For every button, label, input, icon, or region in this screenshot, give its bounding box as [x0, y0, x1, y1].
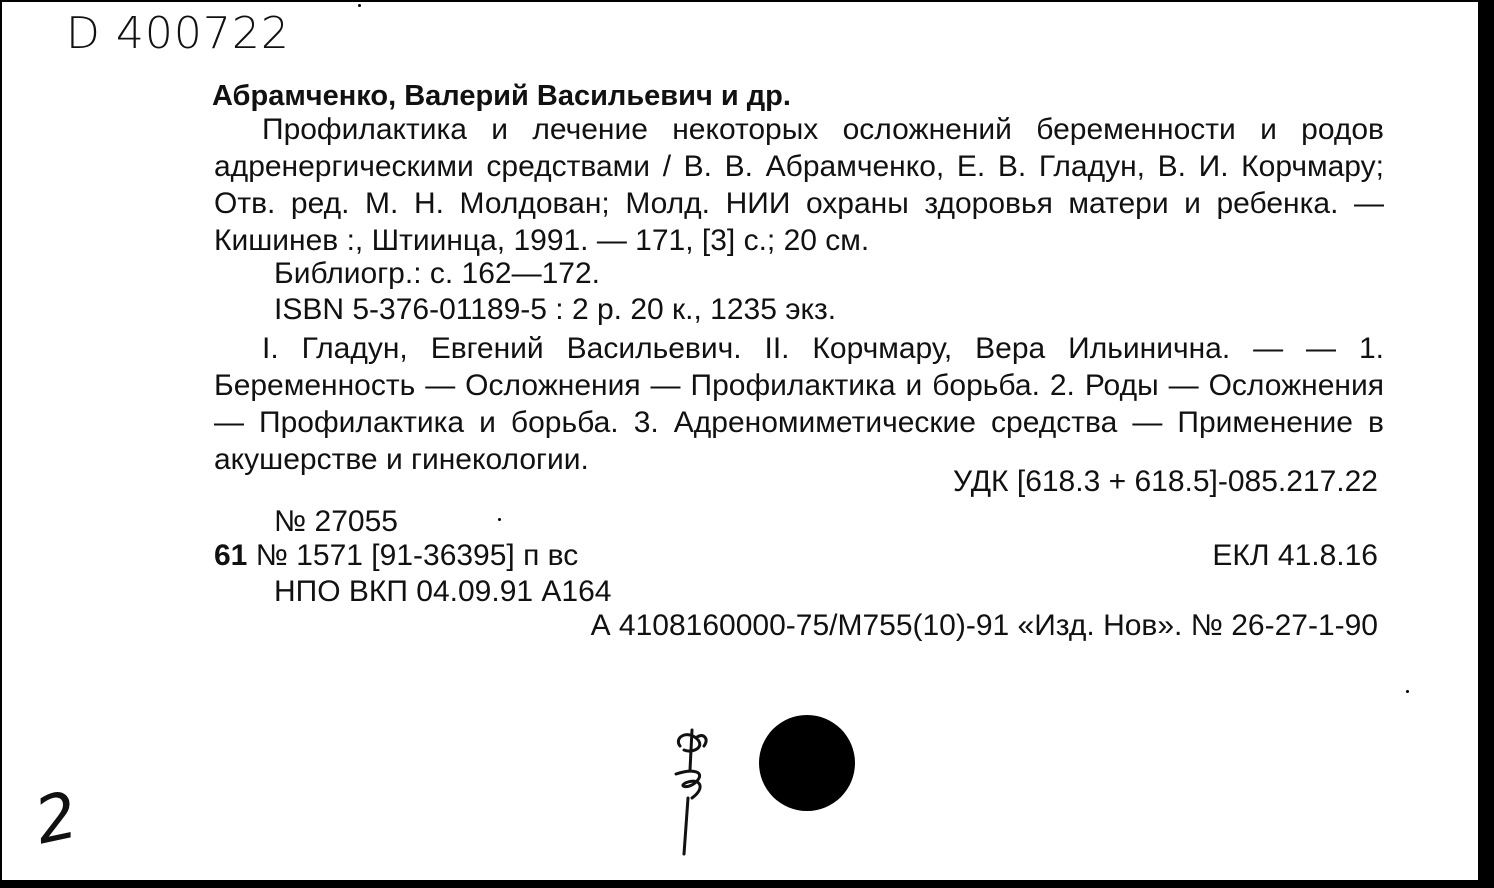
- bibliographic-description: Профилактика и лечение некоторых осложнений беременности и родов адренергическими средствами / В. В. Абрамченко, Е. В. Гладун, В. И. Корчмару; Отв. ред. М. Н. Молдован; Молд. НИИ охраны здоровья матери и ребенка. — Кишинев :, Штиинца, 1991. — 171, [3] с.; 20 см.: [214, 113, 1384, 257]
- author-heading: Абрамченко, Валерий Васильевич и др.: [212, 80, 791, 112]
- catalog-card: [2, 2, 1484, 880]
- subject-tracings: I. Гладун, Евгений Васильевич. II. Корчмару, Вера Ильинична. — — 1. Беременность — Осложнения — Профилактика и борьба. 2. Роды — Осложнения — Профилактика и борьба. 3. Адреномиметические средства — Применение в акушерстве и гинекологии.: [214, 332, 1384, 476]
- record-prefix: 61: [214, 539, 248, 572]
- speck-3: [358, 4, 361, 7]
- record-line: [214, 538, 578, 574]
- isbn-line: ISBN 5-376-01189-5 : 2 р. 20 к., 1235 экз.: [274, 293, 837, 326]
- handwritten-mark-center: [666, 724, 726, 869]
- bibliography-note: Библиогр.: с. 162—172.: [274, 257, 600, 290]
- call-number: D 400722: [66, 8, 290, 59]
- imprint-code: А 4108160000-75/М755(10)-91 «Изд. Нов». № 26-27-1-90: [590, 609, 1378, 642]
- speck-1: [498, 518, 501, 521]
- record-number: № 1571 [91-36395] п вс: [255, 539, 579, 572]
- black-punch-dot: [759, 715, 855, 811]
- npo-line: НПО ВКП 04.09.91 А164: [274, 575, 612, 608]
- card-number: № 27055: [274, 505, 398, 538]
- ekl-classification: ЕКЛ 41.8.16: [1212, 539, 1378, 572]
- speck-2: [1406, 690, 1409, 693]
- handwritten-glyph-icon: [666, 724, 726, 864]
- udk-classification: УДК [618.3 + 618.5]-085.217.22: [953, 465, 1378, 498]
- handwritten-mark-left: 2: [28, 778, 84, 860]
